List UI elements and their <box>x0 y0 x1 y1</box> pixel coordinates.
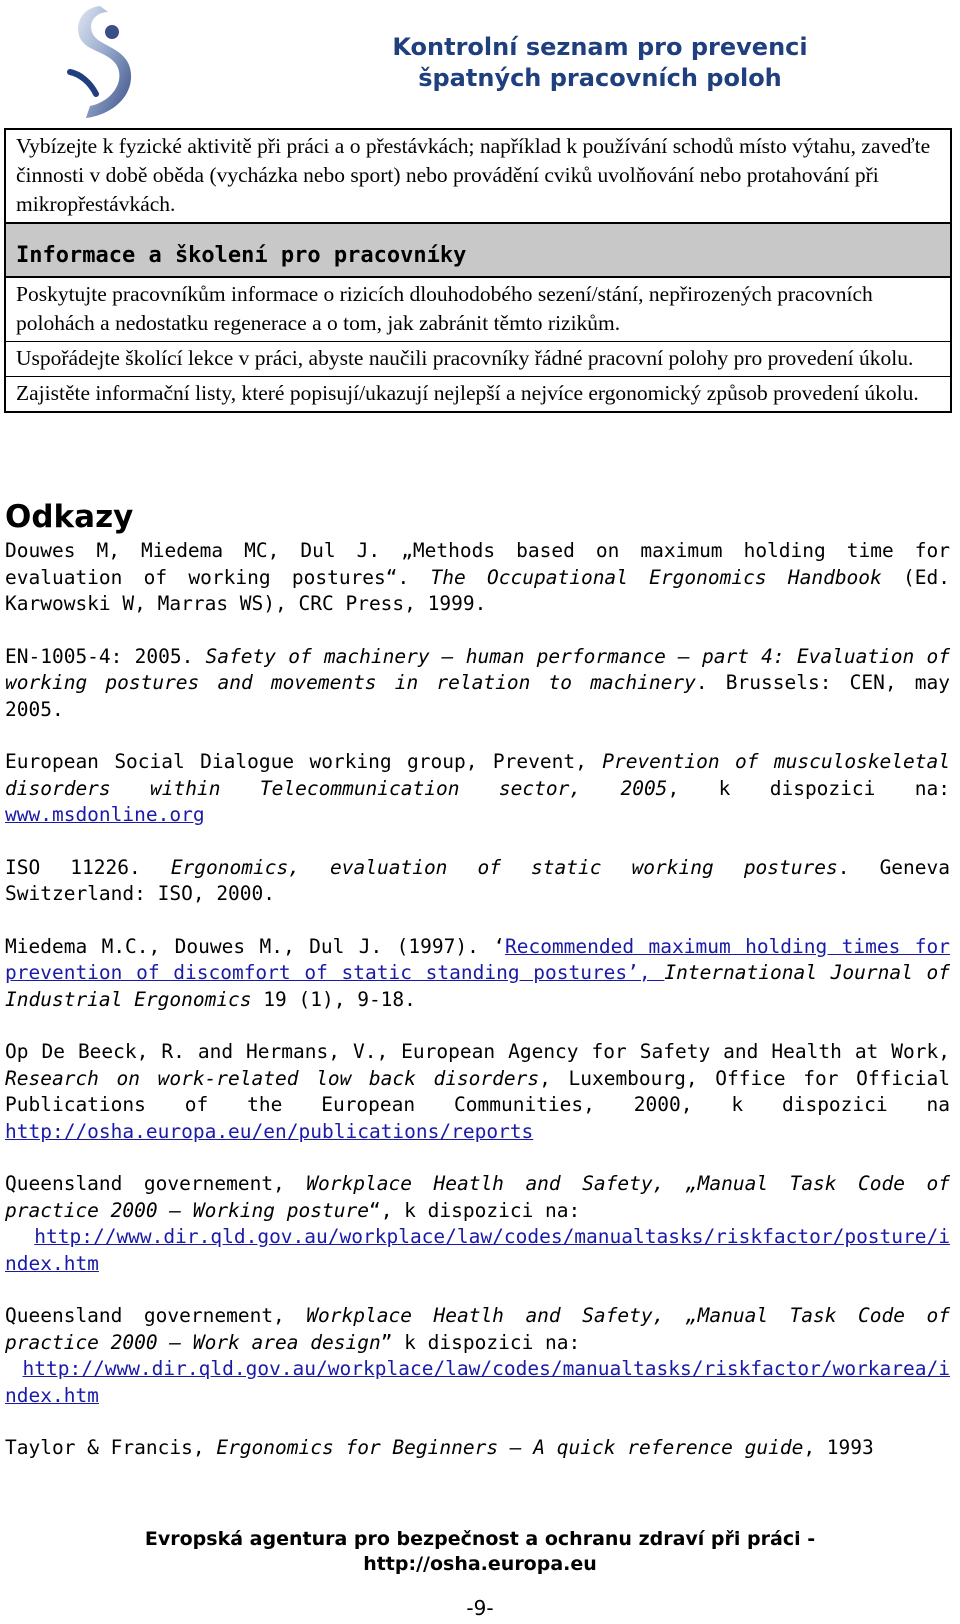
footer-agency-name: Evropská agentura pro bezpečnost a ochranu zdraví při práci - <box>144 1528 816 1550</box>
reference-item <box>5 855 950 908</box>
qld-posture-link[interactable]: http://www.dir.qld.gov.au/workplace/law/codes/manualtasks/riskfactor/posture/index.htm <box>5 1225 950 1275</box>
reference-title: Safety of machinery – human performance – part 4: Evaluation of working postures and movements in relation to machinery <box>5 644 950 694</box>
reference-text: 19 (1), 9-18. <box>251 987 416 1011</box>
header-title-line-1: Kontrolní seznam pro prevenci <box>392 33 808 61</box>
reference-text: Taylor & Francis, <box>5 1436 217 1459</box>
reference-item <box>5 934 950 1014</box>
osha-logo-icon <box>60 2 142 122</box>
reference-text: ISO 11226. <box>5 855 171 879</box>
reference-text: “, k dispozici na: <box>368 1198 581 1222</box>
reference-title: The Occupational Ergonomics Handbook <box>430 565 882 589</box>
reference-item <box>5 538 950 618</box>
reference-title: Ergonomics, evaluation of static working postures <box>170 855 838 879</box>
page-number: -9- <box>466 1596 494 1620</box>
reference-text: , k dispozici na: <box>667 776 950 800</box>
reference-title: Workplace Heatlh and Safety, „Manual Task Code of practice 2000 – Working posture <box>5 1172 950 1222</box>
reference-text: ” k dispozici na: <box>380 1330 581 1354</box>
qld-workarea-link[interactable]: http://www.dir.qld.gov.au/workplace/law/codes/manualtasks/riskfactor/workarea/index.htm <box>5 1357 950 1407</box>
reference-text: , 1993 <box>803 1436 874 1459</box>
osha-publications-link[interactable]: http://osha.europa.eu/en/publications/reports <box>5 1119 534 1143</box>
miedema-article-link[interactable]: Recommended maximum holding times for prevention of discomfort of static standing postures’, <box>5 934 950 984</box>
reference-item <box>5 644 950 724</box>
reference-title: International Journal of Industrial Ergonomics <box>5 961 950 1011</box>
checklist-row-training: Uspořádejte školící lekce v práci, abyste naučili pracovníky řádné pracovní polohy pro provedení úkolu. <box>6 341 950 376</box>
reference-text: Miedema M.C., Douwes M., Dul J. (1997). ‘ <box>5 934 505 958</box>
reference-text: , Luxembourg, Office for Official Publications of the European Communities, 2000, k dispozici na <box>5 1066 951 1116</box>
header-title-line-2: špatných pracovních poloh <box>418 64 782 92</box>
reference-text: . Brussels: CEN, may 2005. <box>5 671 950 721</box>
reference-text: Queensland governement, <box>5 1304 307 1327</box>
checklist-row-physical-activity: Vybízejte k fyzické aktivitě při práci a o přestávkách; například k používání schodů místo výtahu, zaveďte činnosti v době oběda (vycházka nebo sport) nebo provádění cviků uvolňování nebo protahování při mikropřestávkách. <box>16 134 931 216</box>
msdonline-link[interactable]: www.msdonline.org <box>5 803 205 826</box>
reference-item <box>5 1303 950 1409</box>
reference-title: Prevention of musculoskeletal disorders within Telecommunication sector, 2005 <box>5 750 950 800</box>
reference-text: EN-1005-4: 2005. <box>5 644 206 668</box>
reference-item <box>5 1039 950 1145</box>
footer-url: http://osha.europa.eu <box>363 1553 597 1575</box>
reference-text: (Ed. Karwowski W, Marras WS), CRC Press, 1999. <box>5 565 951 615</box>
references-heading: Odkazy <box>5 499 134 535</box>
reference-item <box>5 1435 950 1462</box>
reference-title: Workplace Heatlh and Safety, „Manual Task Code of practice 2000 – Work area design <box>5 1304 950 1354</box>
reference-text: European Social Dialogue working group, Prevent, <box>5 750 603 773</box>
reference-text: . Geneva Switzerland: ISO, 2000. <box>5 855 951 905</box>
checklist-row-info-sheets: Zajistěte informační listy, které popisují/ukazují nejlepší a nejvíce ergonomický způsob provedení úkolu. <box>6 376 950 411</box>
checklist-table <box>4 128 952 413</box>
checklist-section-title: Informace a školení pro pracovníky <box>6 222 950 278</box>
reference-item <box>5 749 950 829</box>
reference-title: Ergonomics for Beginners – A quick reference guide <box>216 1436 804 1459</box>
reference-text: Op De Beeck, R. and Hermans, V., European Agency for Safety and Health at Work, <box>5 1040 950 1063</box>
reference-item <box>5 1171 950 1277</box>
reference-title: Research on work-related low back disorders <box>5 1066 540 1090</box>
reference-text: Queensland governement, <box>5 1172 307 1195</box>
reference-text: Douwes M, Miedema MC, Dul J. „Methods based on maximum holding time for evaluation of working postures“. <box>5 539 950 589</box>
page-footer <box>0 1527 960 1577</box>
document-header-title <box>300 32 900 94</box>
checklist-row-information: Poskytujte pracovníkům informace o rizicích dlouhodobého sezení/stání, nepřirozených pracovních polohách a nedostatku regenerace a o tom, jak zabránit těmto rizikům. <box>16 282 873 335</box>
references-section <box>5 498 950 1488</box>
